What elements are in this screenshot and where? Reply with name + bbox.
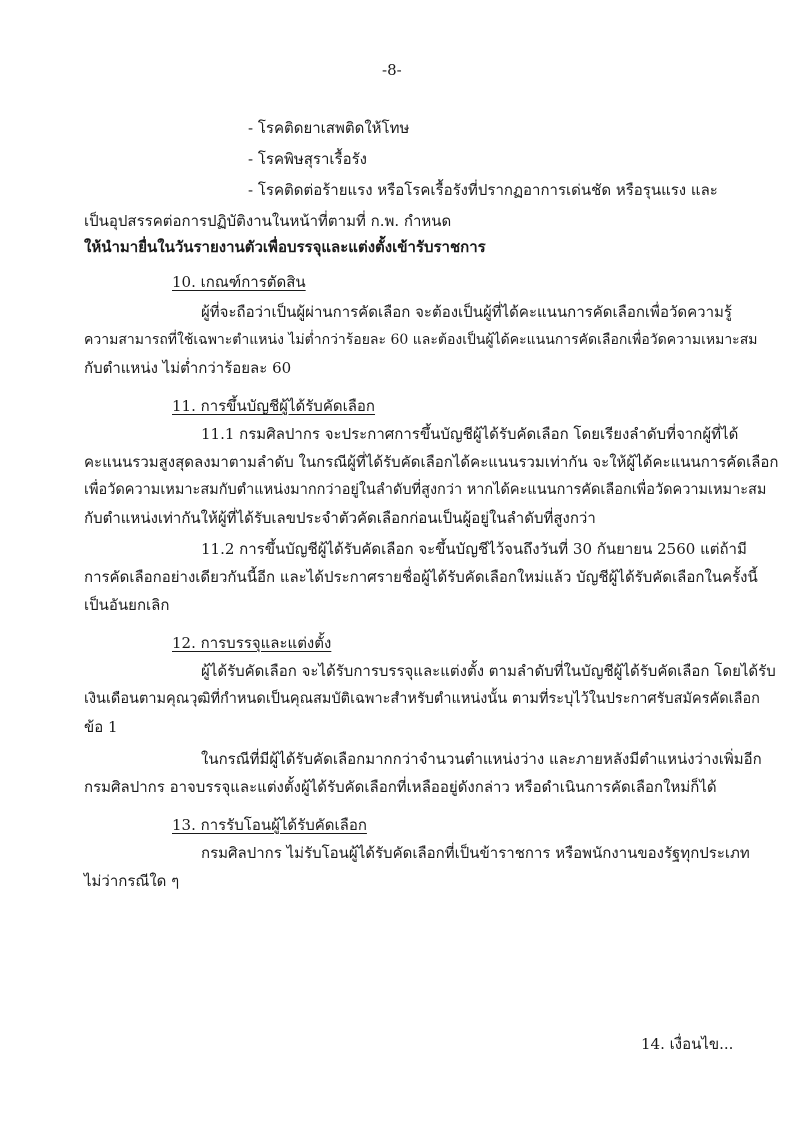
paragraph-line: ผู้ที่จะถือว่าเป็นผู้ผ่านการคัดเลือก จะต้องเป็นผู้ที่ได้คะแนนการคัดเลือกเพื่อวัดความรู้ bbox=[201, 303, 732, 321]
paragraph-line: 11.1 กรมศิลปากร จะประกาศการขึ้นบัญชีผู้ได้รับคัดเลือก โดยเรียงลำดับที่จากผู้ที่ได้ bbox=[201, 425, 739, 443]
section-heading-13: 13. การรับโอนผู้ได้รับคัดเลือก bbox=[172, 816, 367, 834]
submit-note: ให้นำมายื่นในวันรายงานตัวเพื่อบรรจุและแต่งตั้งเข้ารับราชการ bbox=[84, 238, 486, 256]
paragraph-line: การคัดเลือกอย่างเดียวกันนี้อีก และได้ประกาศรายชื่อผู้ได้รับคัดเลือกใหม่แล้ว บัญชีผู้ได้รับคัดเลือกในครั้งนี้ bbox=[84, 568, 758, 586]
continuation-marker: 14. เงื่อนไข... bbox=[641, 1035, 734, 1053]
paragraph-line: กรมศิลปากร อาจบรรจุและแต่งตั้งผู้ได้รับคัดเลือกที่เหลืออยู่ดังกล่าว หรือดำเนินการคัดเลือกใหม่ก็ได้ bbox=[84, 778, 717, 796]
section-heading-12: 12. การบรรจุและแต่งตั้ง bbox=[172, 634, 332, 652]
paragraph-line: เงินเดือนตามคุณวุฒิที่กำหนดเป็นคุณสมบัติเฉพาะสำหรับตำแหน่งนั้น ตามที่ระบุไว้ในประกาศรับสมัครคัดเลือก bbox=[84, 691, 760, 707]
paragraph-line: ข้อ 1 bbox=[84, 718, 118, 736]
disease-item: - โรคติดยาเสพติดให้โทษ bbox=[248, 119, 410, 137]
section-heading-11: 11. การขึ้นบัญชีผู้ได้รับคัดเลือก bbox=[172, 397, 376, 415]
paragraph-line: ไม่ว่ากรณีใด ๆ bbox=[84, 872, 180, 890]
disease-item: - โรคพิษสุราเรื้อรัง bbox=[248, 150, 367, 168]
paragraph-line: ในกรณีที่มีผู้ได้รับคัดเลือกมากกว่าจำนวนตำแหน่งว่าง และภายหลังมีตำแหน่งว่างเพิ่มอีก bbox=[201, 750, 762, 768]
paragraph-line: คะแนนรวมสูงสุดลงมาตามลำดับ ในกรณีผู้ที่ได้รับคัดเลือกได้คะแนนรวมเท่ากัน จะให้ผู้ได้คะแนนการคัดเลือก bbox=[84, 453, 779, 471]
disease-item: - โรคติดต่อร้ายแรง หรือโรคเรื้อรังที่ปรากฏอาการเด่นชัด หรือรุนแรง และ bbox=[248, 181, 718, 199]
page-number: -8- bbox=[382, 61, 402, 79]
paragraph-line: กรมศิลปากร ไม่รับโอนผู้ได้รับคัดเลือกที่เป็นข้าราชการ หรือพนักงานของรัฐทุกประเภท bbox=[201, 844, 750, 862]
paragraph-line: เพื่อวัดความเหมาะสมกับตำแหน่งมากกว่าอยู่ในลำดับที่สูงกว่า หากได้คะแนนการคัดเลือกเพื่อวัดความเหมาะสม bbox=[84, 482, 767, 498]
paragraph-line: 11.2 การขึ้นบัญชีผู้ได้รับคัดเลือก จะขึ้นบัญชีไว้จนถึงวันที่ 30 กันยายน 2560 แต่ถ้ามี bbox=[201, 540, 747, 558]
section-heading-10: 10. เกณฑ์การตัดสิน bbox=[172, 273, 306, 291]
paragraph-line: กับตำแหน่ง ไม่ต่ำกว่าร้อยละ 60 bbox=[84, 359, 292, 377]
paragraph-line: ผู้ได้รับคัดเลือก จะได้รับการบรรจุและแต่งตั้ง ตามลำดับที่ในบัญชีผู้ได้รับคัดเลือก โดยได้รับ bbox=[201, 662, 776, 680]
paragraph-line: ความสามารถที่ใช้เฉพาะตำแหน่ง ไม่ต่ำกว่าร้อยละ 60 และต้องเป็นผู้ได้คะแนนการคัดเลือกเพื่อวัดความเหมาะสม bbox=[84, 332, 758, 348]
paragraph-line: เป็นอันยกเลิก bbox=[84, 596, 170, 614]
paragraph-line: กับตำแหน่งเท่ากันให้ผู้ที่ได้รับเลขประจำตัวคัดเลือกก่อนเป็นผู้อยู่ในลำดับที่สูงกว่า bbox=[84, 509, 596, 527]
disease-item-continuation: เป็นอุปสรรคต่อการปฏิบัติงานในหน้าที่ตามที่ ก.พ. กำหนด bbox=[84, 212, 452, 230]
